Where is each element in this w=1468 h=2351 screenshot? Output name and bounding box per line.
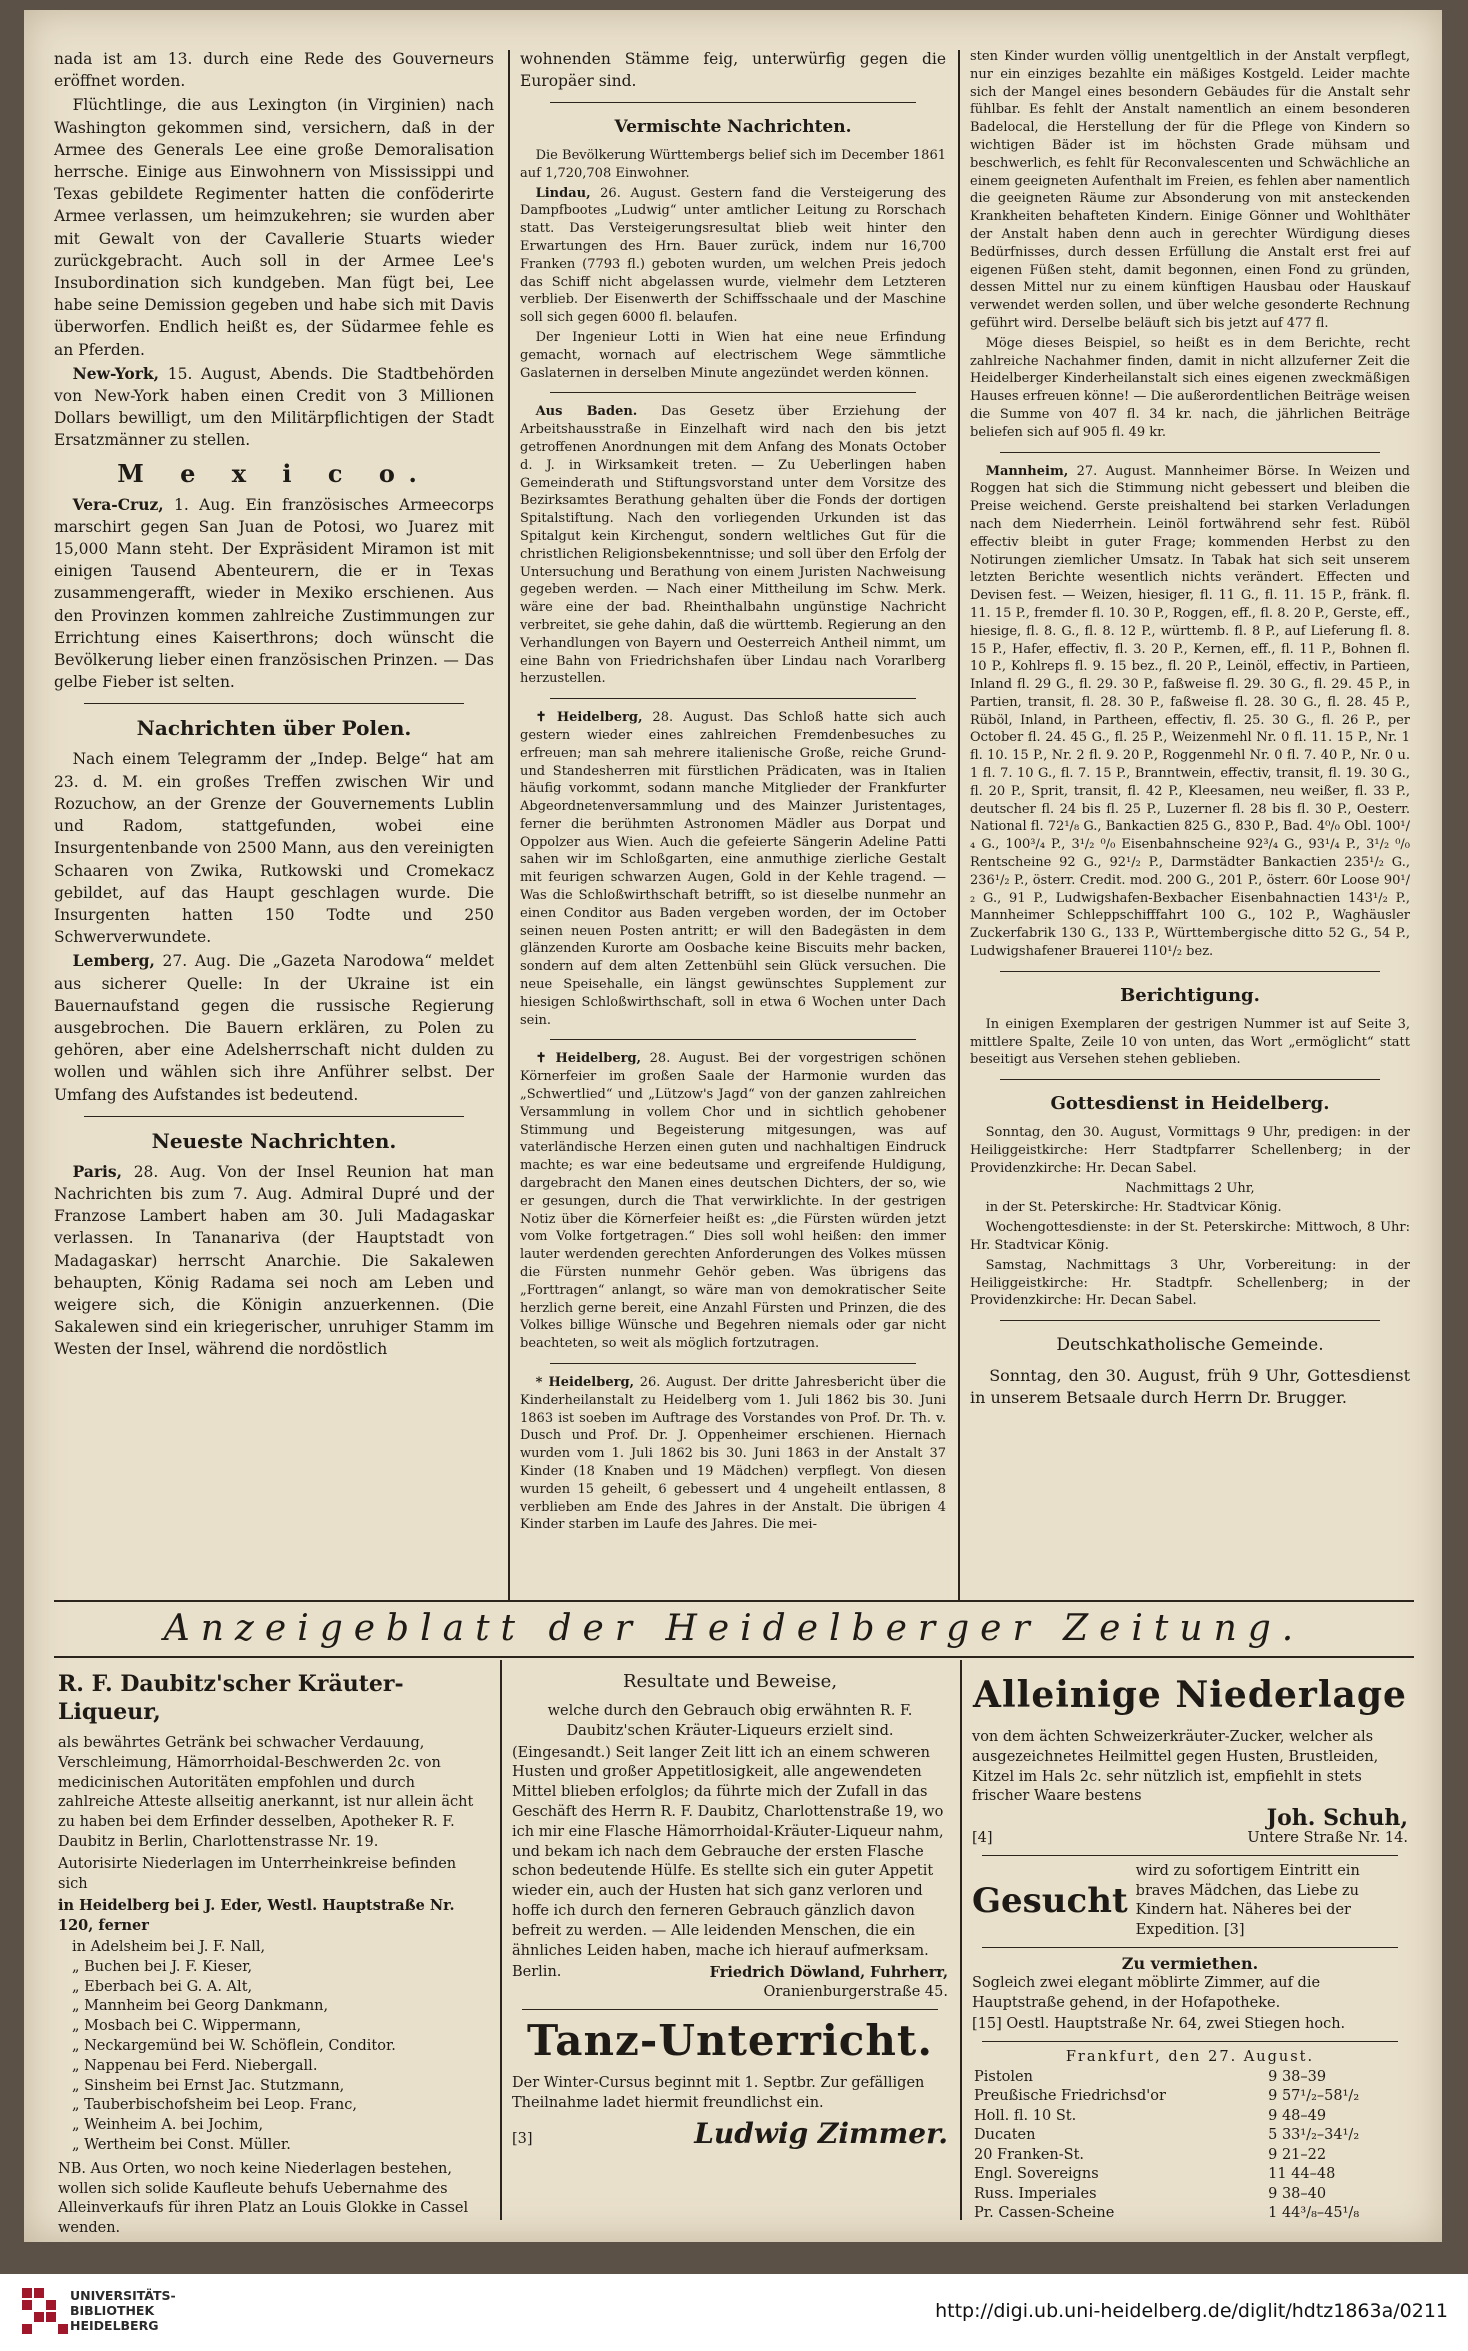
section-heading: Berichtigung. <box>1120 984 1260 1006</box>
agent-list-item: „ Eberbach bei G. A. Alt, <box>72 1978 253 1995</box>
dateline: New-York, <box>72 363 160 383</box>
paragraph: Sonntag, den 30. August, früh 9 Uhr, Gottesdienst in unserem Betsaale durch Herrn Dr. Brugger. <box>970 1366 1410 1408</box>
footer-bar <box>0 2274 1468 2351</box>
column-divider <box>960 1660 962 2220</box>
paragraph: in der St. Peterskirche: Hr. Stadtvicar König. <box>985 1200 1282 1216</box>
paragraph-text: 1. Aug. Ein französisches Armeecorps marschirt gegen San Juan de Potosi, wo Juarez mit 15,000 Mann steht. Der Expräsident Miramon ist mit einigen Tausend Abenteurern, die er in Texas zusammengerafft, wieder in Mexiko erschienen. Aus den Provinzen kommen zahlreiche Zustimmungen zur Errichtung eines Kaiserthrons; doch wünscht die Bevölkerung lieber einen französischen Prinzen. — Das gelbe Fieber ist selten. <box>54 495 494 692</box>
divider <box>982 1947 1398 1948</box>
logo-line: UNIVERSITÄTS- <box>70 2288 176 2303</box>
section-divider <box>54 1656 1414 1658</box>
agent-list-item: „ Buchen bei J. F. Kieser, <box>72 1958 253 1975</box>
paragraph: nada ist am 13. durch eine Rede des Gouverneurs eröffnet worden. <box>54 50 494 91</box>
table-cell: 11 44–48 <box>1268 2166 1336 2183</box>
agent-list-item: „ Sinsheim bei Ernst Jac. Stutzmann, <box>72 2077 345 2094</box>
ad-body: Der Winter-Cursus beginnt mit 1. Septbr. Zur gefälligen Theilnahme ladet hiermit freundlichst ein. <box>512 2074 925 2111</box>
table-row <box>972 2204 1408 2224</box>
table-cell: Holl. fl. 10 St. <box>974 2107 1077 2124</box>
table-row <box>972 2185 1408 2205</box>
divider <box>84 1116 464 1117</box>
column-divider <box>500 1660 502 2220</box>
table-row <box>972 2146 1408 2166</box>
paragraph: Möge dieses Beispiel, so heißt es in dem Berichte, recht zahlreiche Nachahmer finden, damit in nicht allzuferner Zeit die Heidelberger Kinderheilanstalt sich eines eigenen zweckmäßigen Hauses erfreuen könne! — Die außerordentlichen Beiträge weisen die Summe von 407 fl. 34 kr. nach, die jährlichen Beiträge beliefen sich auf 905 fl. 49 kr. <box>970 335 1410 440</box>
ad-title: Zu vermiethen. <box>1121 1953 1259 1973</box>
paragraph: Nachmittags 2 Uhr, <box>1125 1180 1255 1196</box>
table-cell: Ducaten <box>974 2127 1036 2144</box>
ad-subtitle: Autorisirte Niederlagen im Unterrheinkreise befinden sich <box>58 1855 457 1892</box>
table-cell: 9 21–22 <box>1268 2146 1327 2163</box>
ad-niederlage <box>972 1666 1408 2222</box>
paragraph <box>970 463 1410 961</box>
paragraph: sten Kinder wurden völlig unentgeltlich in der Anstalt verpflegt, nur ein einziges bezahlte ein mäßiges Kostgeld. Leider machte sich der Mangel eines besondern Gebäudes für die Anstalt sehr fühlbar. Es fehlt der Anstalt namentlich an einem besonderen Badelocal, die Herstellung der für die Pflege von Kindern so wichtigen Bäder ist im höchsten Grade mühsam und beschwerlich, es fehlt für Reconvalescenten und Schwächliche an einem geeigneten Aufenthalt im Freien, es fehlen aber namentlich die geeigneten Räume zur Absonderung von mit ansteckenden Krankheiten behafteten Kindern. Einige Gönner und Wohlthäter der Anstalt haben denn auch in gerechter Würdigung dieses Bedürfnisses, durch dessen Erfüllung die Anstalt erst frei auf eigenen Füßen steht, damit begonnen, einen Fond zu gründen, dessen Mittel nur zu einem künftigen Hausbau oder Hauskauf verwendet werden sollen, und über welche gesonderte Rechnung geführt wird. Derselbe beläuft sich bis jetzt auf 477 fl. <box>970 49 1410 331</box>
paragraph: Sonntag, den 30. August, Vormittags 9 Uhr, predigen: in der Heiliggeistkirche: Herr Stadtpfarrer Schellenberg; in der Providenzkirche: Hr. Decan Sabel. <box>970 1125 1410 1176</box>
logo-mark-icon <box>22 2288 68 2334</box>
dateline: Lemberg, <box>72 951 155 971</box>
section-heading: Vermischte Nachrichten. <box>614 117 852 137</box>
signature-address: Oranienburgerstraße 45. <box>763 1984 948 2001</box>
divider <box>550 698 916 699</box>
table-cell: Preußische Friedrichsd'or <box>974 2088 1166 2105</box>
ad-body: von dem ächten Schweizerkräuter-Zucker, welcher als ausgezeichnetes Heilmittel gegen Husten, Brustleiden, Kitzel im Hals 2c. sehr nützlich ist, empfiehlt in stets frischer Waare bestens <box>972 1729 1379 1805</box>
divider <box>522 2009 938 2010</box>
logo-line: HEIDELBERG <box>70 2318 159 2333</box>
agent-list-item: „ Tauberbischofsheim bei Leop. Franc, <box>72 2097 357 2114</box>
table-cell: 9 57¹/₂–58¹/₂ <box>1268 2088 1360 2105</box>
paragraph: Nach einem Telegramm der „Indep. Belge“ hat am 23. d. M. ein großes Treffen zwischen Wir und Rozuchow, an der Grenze der Gouvernements Lublin und Radom, stattgefunden, wobei eine Insurgentenbande von 2500 Mann, aus den vereinigten Schaaren von Zwika, Rutkowski und Cromekacz gebildet, auf das Haupt geschlagen wurde. Die Insurgenten hatten 150 Todte und 250 Schwerverwundete. <box>54 750 494 947</box>
paragraph <box>54 950 494 1105</box>
paragraph: Samstag, Nachmittags 3 Uhr, Vorbereitung: in der Heiliggeistkirche: Hr. Stadtpfr. Schellenberg; in der Providenzkirche: Hr. Decan Sabel. <box>970 1257 1410 1309</box>
table-row <box>972 2165 1408 2185</box>
ad-title: Gesucht <box>972 1881 1128 1922</box>
dateline: ✝ Heidelberg, <box>535 1051 642 1067</box>
source-url-link[interactable]: http://digi.ub.uni-heidelberg.de/diglit/hdtz1863a/0211 <box>935 2300 1448 2322</box>
logo-text <box>70 2288 176 2333</box>
section-heading: M e x i c o. <box>117 458 431 488</box>
ad-ref: [4] <box>972 1829 993 1846</box>
table-cell: 9 38–39 <box>1268 2068 1327 2085</box>
paragraph <box>520 1050 946 1353</box>
ad-body: wird zu sofortigem Eintritt ein braves Mädchen, das Liebe zu Kindern hat. Näheres bei der Expedition. [3] <box>1135 1862 1360 1939</box>
agent-list-item: in Adelsheim bei J. F. Nall, <box>72 1938 266 1955</box>
paragraph-text: 15. August, Abends. Die Stadtbehörden von New-York haben einen Credit von 3 Millionen Dollars bewilligt, um den Militärpflichtigen der Stadt Ersatzmänner zu stellen. <box>54 364 494 450</box>
ad-main-agent: in Heidelberg bei J. Eder, Westl. Hauptstraße Nr. 120, ferner <box>58 1897 455 1935</box>
paragraph <box>54 494 494 694</box>
divider <box>1000 971 1380 972</box>
dateline: ✝ Heidelberg, <box>535 710 643 726</box>
dateline: Lindau, <box>535 185 591 201</box>
dateline: Aus Baden. <box>535 404 638 420</box>
table-cell: 1 44³/₈–45¹/₈ <box>1268 2205 1360 2222</box>
table-cell: Pistolen <box>974 2068 1033 2085</box>
table-row <box>972 2068 1408 2088</box>
agent-list-item: „ Nappenau bei Ferd. Niebergall. <box>72 2057 318 2074</box>
ad-signature <box>512 2116 948 2150</box>
ad-intro: welche durch den Gebrauch obig erwähnten R. F. Daubitz'schen Kräuter-Liqueurs erzielt sind. <box>547 1703 913 1739</box>
divider <box>550 392 916 393</box>
table-cell: Pr. Cassen-Scheine <box>974 2205 1115 2222</box>
ad-title: Alleinige Niederlage <box>973 1674 1407 1716</box>
logo-line: BIBLIOTHEK <box>70 2303 155 2318</box>
paragraph-text: 26. August. Der dritte Jahresbericht über die Kinderheilanstalt zu Heidelberg vom 1. Juli 1862 bis 30. Juni 1863 ist soeben im Auftrage des Vorstandes von Prof. Dr. Th. v. Dusch und Prof. Dr. J. Oppenheimer erschienen. Hiernach wurden vom 1. Juli 1862 bis 30. Juni 1863 in der Anstalt 37 Kinder (18 Knaben und 19 Mädchen) verpflegt. Von diesen wurden 15 geheilt, 6 gebessert und 4 ungeheilt entlassen, 8 verblieben am Ende des Jahres in der Anstalt. Die übrigen 4 Kinder starben im Laufe des Jahres. Die mei- <box>520 1375 946 1533</box>
column-right <box>970 48 1410 1596</box>
paragraph: Wochengottesdienste: in der St. Peterskirche: Mittwoch, 8 Uhr: Hr. Stadtvicar König. <box>970 1220 1410 1254</box>
divider <box>1000 452 1380 453</box>
ad-title-tanz: Tanz-Unterricht. <box>527 2015 933 2065</box>
ad-title: Resultate und Beweise, <box>622 1671 838 1692</box>
ad-gesucht <box>972 1862 1408 1941</box>
table-cell: 9 38–40 <box>1268 2185 1327 2202</box>
column-divider <box>508 50 510 1600</box>
column-divider <box>958 50 960 1600</box>
advertisement-banner: Anzeigeblatt der Heidelberger Zeitung. <box>163 1608 1305 1649</box>
dateline: Vera-Cruz, <box>72 494 164 514</box>
table-row <box>972 2126 1408 2146</box>
divider <box>1000 1079 1380 1080</box>
dateline: Mannheim, <box>985 463 1069 479</box>
divider <box>550 102 916 103</box>
exchange-table <box>972 2068 1408 2224</box>
paragraph-text: 26. August. Gestern fand die Versteigerung des Dampfbootes „Ludwig“ unter amtlicher Leitung zu Rorschach statt. Das Versteigerungsresultat blieb weit hinter den Erwartungen des Hrn. Bauer zurück, indem nur 16,700 Franken (7793 fl.) geboten wurden, um welchen Preis jedoch das Schiff nicht abgelassen wurde, vielmehr dem Letzteren verblieb. Der Eisenwerth der Schiffsschaale und der Maschine soll sich gegen 6000 fl. belaufen. <box>520 185 946 326</box>
paragraph: Der Ingenieur Lotti in Wien hat eine neue Erfindung gemacht, wornach auf electrischem Wege sämmtliche Gaslaternen in derselben Minute angezündet werden können. <box>520 329 946 381</box>
divider <box>550 1039 916 1040</box>
section-heading: Nachrichten über Polen. <box>136 716 412 741</box>
ad-name: Joh. Schuh, <box>1266 1805 1408 1832</box>
table-cell: Russ. Imperiales <box>974 2185 1097 2202</box>
paragraph-text: 28. August. Bei der vorgestrigen schönen Körnerfeier im großen Saale der Harmonie wurden das „Schwertlied“ und „Lützow's Jagd“ von der ganzen zahlreichen Versammlung in vollem Chor und in sichtlich gehobener Stimmung und Begeisterung mitgesungen, was auf vaterländische Herzen einen guten und nachhaltigen Eindruck machte; es war eine bedeutsame und ergreifende Huldigung, dargebracht den Manen eines deutschen Dichters, der so, wie er gesungen, durch die That verwirklichte. In der gestrigen Notiz über die Körnerfeier heißt es: „die Fürsten würden jetzt vom Volke fortgetragen.“ Dies soll wohl heißen: den immer lauter werdenden gerechten Anforderungen des Volkes müssen die Fürsten nunmehr Gehör geben. Was übrigens das „Forttragen“ anlangt, so wäre man von demokratischer Seite herzlich gerne bereit, eine Anzahl Fürsten und Prinzen, die des Volkes billige Wünsche und Begehren niemals oder gar nicht beachteten, so weit als möglich fortzutragen. <box>520 1051 946 1352</box>
column-middle <box>520 48 946 1596</box>
paragraph-text: Das Gesetz über Erziehung der Arbeitshausstraße in Einzelhaft wird nach den bis jetzt getroffenen Anordnungen mit dem Anfang des Monats October d. J. in Wirksamkeit treten. — Zu Ueberlingen haben Gemeinderath und Stiftungsvorstand unter dem Vorsitze des Bezirksamtes Berathung gehalten über die Fonds der dortigen Spitalstiftung. Nach den vorliegenden Urkunden ist das Spitalgut kein Kirchengut, sondern weltliches Gut für die christlichen Religionsbekenntnisse; und soll über den Erfolg der Untersuchung und Berathung von einem Juristen Nachweisung gegeben werden. — Nach einer Mittheilung im Schw. Merk. wäre eine der bad. Rheinthalbahn ungünstige Nachricht verbreitet, sie gehe dahin, daß die württemb. Regierung an den Verhandlungen von Bayern und Oesterreich Antheil nimmt, um eine Bahn von Friedrichshafen über Lindau nach Vorarlberg herzustellen. <box>520 404 946 687</box>
agent-list-item: „ Neckargemünd bei W. Schöflein, Conditor. <box>72 2037 396 2054</box>
paragraph-text: 27. August. Mannheimer Börse. In Weizen und Roggen hat sich die Stimmung nicht gebessert und bleiben die Preise weichend. Gerste preishaltend bei starken Verladungen nach dem Niederrhein. Leinöl fortwährend sehr fest. Rüböl effectiv bleibt in guter Frage; kommenden Herbst zu den Notirungen ziemlicher Umsatz. In Tabak hat sich seit unserem letzten Berichte wesentlich nichts verändert. Effecten und Devisen fest. — Weizen, hiesiger, fl. 11 G., fl. 11. 15 P., fränk. fl. 11. 15 P., fremder fl. 10. 30 P., Roggen, eff., fl. 8. 20 P., Gerste, eff., hiesige, fl. 8. G., fl. 8. 12 P., württemb. fl. 8 P., auf Lieferung fl. 8. 15 P., Hafer, effectiv, fl. 3. 20 P., Kernen, eff., fl. 11 P., Bohnen fl. 10 P., Kohlreps fl. 9. 15 bez., fl. 20 P., Leinöl, effectiv, in Partieen, Inland fl. 29 G., fl. 29. 30 P., faßweise fl. 29. 30 G., fl. 29. 45 P., in Partien, transit, fl. 28. 30 P., faßweise fl. 28. 30 G., fl. 28. 45 P., Rüböl, Inland, in Partheen, effectiv, fl. 25. 30 G., fl. 26 P., per October fl. 24. 45 G., fl. 25 P., Weizenmehl Nr. 0 fl. 11. 15 P., Nr. 1 fl. 10. 15 P., Nr. 2 fl. 9. 20 P., Roggenmehl Nr. 0 fl. 7. 40 P., Nr. 0 u. 1 fl. 7. 10 G., fl. 7. 15 P., Branntwein, effectiv, transit, fl. 19. 30 G., fl. 20 P., Sprit, transit, fl. 42 P., Kleesamen, neu weißer, fl. 33 P., deutscher fl. 24 bis fl. 25 P., Luzerner fl. 28 bis fl. 30 P., Oesterr. National fl. 72¹/₈ G., Bankactien 825 G., 830 P., Bad. 4⁰/₀ Obl. 100¹/₄ G., 100³/₄ P., 3¹/₂ ⁰/₀ Eisenbahnscheine 92³/₄ G., 93¹/₄ P., 3¹/₂ ⁰/₀ Rentscheine 92 G., 92¹/₂ P., Darmstädter Bankactien 235¹/₂ G., 236¹/₂ P., österr. Credit. mod. 200 G., 201 P., österr. 60r Loose 90¹/₂ G., 91 P., Ludwigshafen-Bexbacher Eisenbahnactien 143¹/₂ P., Mannheimer Schleppschifffahrt 100 G., 102 P., Waghäusler Zuckerfabrik 130 G., 133 P., Württembergische ditto 52 G., 54 P., Ludwigshafener Brauerei 110¹/₂ bez. <box>970 463 1410 960</box>
section-heading: Neueste Nachrichten. <box>151 1128 397 1153</box>
paragraph <box>520 1374 946 1534</box>
agent-list-item: „ Wertheim bei Const. Müller. <box>72 2136 291 2153</box>
table-cell: 9 48–49 <box>1268 2107 1327 2124</box>
dateline: * Heidelberg, <box>535 1375 635 1390</box>
section-heading: Deutschkatholische Gemeinde. <box>1056 1335 1324 1356</box>
newspaper-page <box>24 10 1442 2242</box>
divider <box>982 2041 1398 2042</box>
ad-note: NB. Aus Orten, wo noch keine Niederlagen bestehen, wollen sich solide Kaufleute behufs Uebernahme des Alleinverkaufs für ihren Platz an Louis Glokke in Cassel wenden. <box>58 2160 469 2237</box>
paragraph-text: 28. Aug. Von der Insel Reunion hat man Nachrichten bis zum 7. Aug. Admiral Dupré und der Franzose Lambert haben am 30. Juli Madagaskar verlassen. In Tananariva (der Hauptstadt von Madagaskar) herrscht Anarchie. Die Sakalewen behaupten, König Radama sei noch am Leben und weigere sich, die Königin anzuerkennen. (Die Sakalewen sind ein kriegerischer, unruhiger Stamm im Westen der Insel, während die nordöstlich <box>54 1162 494 1359</box>
agent-list-item: „ Weinheim A. bei Jochim, <box>72 2117 264 2134</box>
signature-name: Ludwig Zimmer. <box>694 2116 948 2150</box>
agent-list-item: „ Mosbach bei C. Wippermann, <box>72 2018 302 2035</box>
ad-signature <box>512 1963 948 1983</box>
ad-resultate <box>512 1666 948 2216</box>
ad-body: (Eingesandt.) Seit langer Zeit litt ich an einem schweren Husten und großer Appetitlosigkeit, alle angewendeten Mittel blieben erfolglos; da führte mich der Zufall in das Geschäft des Herrn R. F. Daubitz, Charlottenstraße 19, wo ich mir eine Flasche Hämorrhoidal-Kräuter-Liqueur nahm, und bekam ich nach dem Gebrauche der ersten Flasche schon bedeutende Hülfe. Es stellte sich ein guter Appetit wieder ein, auch der Husten hat sich ganz verloren und hoffe ich durch den ferneren Gebrauch gänzlich davon befreit zu werden. — Alle leidenden Menschen, die ein ähnliches Leiden haben, mache ich hierauf aufmerksam. <box>512 1744 944 1959</box>
ad-body: als bewährtes Getränk bei schwacher Verdauung, Verschleimung, Hämorrhoidal-Beschwerden 2c. von medicinischen Autoritäten empfohlen und durch zahlreiche Atteste allseitig anerkannt, ist nur allein ächt zu haben bei dem Erfinder desselben, Apotheker R. F. Daubitz in Berlin, Charlottenstrasse Nr. 19. <box>58 1735 474 1850</box>
divider <box>550 1363 916 1364</box>
ad-footer <box>972 1829 1408 1849</box>
paragraph <box>520 709 946 1029</box>
section-divider <box>54 1600 1414 1602</box>
paragraph <box>54 363 494 452</box>
paragraph: In einigen Exemplaren der gestrigen Nummer ist auf Seite 3, mittlere Spalte, Zeile 10 von unten, das Wort „ermöglicht“ statt beseitigt aus Versehen stehen geblieben. <box>970 1016 1410 1068</box>
table-cell: 20 Franken-St. <box>974 2146 1085 2163</box>
ad-address: Untere Straße Nr. 14. <box>1247 1829 1408 1846</box>
paragraph <box>54 1161 494 1361</box>
paragraph-text: 28. August. Das Schloß hatte sich auch gestern wieder eines zahlreichen Fremdenbesuches zu erfreuen; man sah mehrere italienische Große, reiche Grund- und Standesherren mit fürstlichen Prädicaten, was in Italien häufig vorkommt, sodann manche Mitglieder der Frankfurter Abgeordnetenversammlung und des Mainzer Juristentages, ferner die berühmten Astronomen Mädler aus Dorpat und Oppolzer aus Wien. Auch die gefeierte Sängerin Adeline Patti sahen wir im Schloßgarten, eine anmuthige zierliche Gestalt mit feurigen schwarzen Augen, Gold in der Kehle tragend. — Was die Schloßwirthschaft betrifft, so ist dieselbe nunmehr an einen Conditor aus Baden vergeben worden, der im October seinen neuen Posten antritt; er will den Badegästen in dem glänzenden Kurorte am Oosbache keine Biscuits mehr backen, sondern auf dem alten Zettenbühl sein Glück versuchen. Die neue Speisehalle, ein längst gewünschtes Supplement zur hiesigen Schloßwirthschaft, soll in etwa 6 Wochen unter Dach sein. <box>520 710 946 1028</box>
signature-place: Berlin. <box>512 1964 562 1981</box>
table-row <box>972 2107 1408 2127</box>
divider <box>84 703 464 704</box>
table-cell: 5 33¹/₂–34¹/₂ <box>1268 2127 1360 2144</box>
ad-kraeuter-liqueur <box>58 1666 490 2237</box>
paragraph-text: 27. Aug. Die „Gazeta Narodowa“ meldet aus sicherer Quelle: In der Ukraine ist ein Bauernaufstand gegen die russische Regierung ausgebrochen. Die Bauern erklären, zu Polen zu gehören, aber eine Adelsherrschaft nicht dulden zu wollen und wählen sich ihre Anführer selbst. Der Umfang des Aufstandes ist bedeutend. <box>54 952 494 1104</box>
paragraph: wohnenden Stämme feig, unterwürfig gegen die Europäer sind. <box>520 50 946 90</box>
paragraph <box>520 403 946 688</box>
ad-body: Sogleich zwei elegant möblirte Zimmer, auf die Hauptstraße gehend, in der Hofapotheke. <box>972 1974 1321 2011</box>
ad-ref: [3] <box>512 2130 533 2147</box>
signature-name: Friedrich Döwland, Fuhrherr, <box>709 1964 948 1982</box>
divider <box>982 1855 1398 1856</box>
ad-address: [15] Oestl. Hauptstraße Nr. 64, zwei Stiegen hoch. <box>972 2016 1346 2033</box>
exchange-title: Frankfurt, den 27. August. <box>1065 2049 1315 2066</box>
paragraph: Flüchtlinge, die aus Lexington (in Virginien) nach Washington gekommen sind, versichern, daß in der Armee des Generals Lee eine große Demoralisation herrsche. Einige aus Einwohnern von Mississippi und Texas gebildete Regimenter hatten die conföderirte Armee verlassen, um heimzukehren; sie wurden aber mit Gewalt von der Cavallerie Stuarts wieder zurückgebracht. Auch soll in der Armee Lee's Insubordination sich kundgeben. Man fügt bei, Lee habe seine Demission gegeben und habe sich mit Davis überworfen. Endlich heißt es, der Südarmee fehle es an Pferden. <box>54 96 494 359</box>
column-left <box>54 48 494 1596</box>
paragraph: Die Bevölkerung Württembergs belief sich im December 1861 auf 1,720,708 Einwohner. <box>520 148 946 181</box>
dateline: Paris, <box>72 1161 123 1181</box>
paragraph <box>520 185 946 327</box>
ad-title: R. F. Daubitz'scher Kräuter-Liqueur, <box>58 1671 404 1725</box>
agent-list-item: „ Mannheim bei Georg Dankmann, <box>72 1998 329 2015</box>
divider <box>1000 1320 1380 1321</box>
table-row <box>972 2087 1408 2107</box>
section-heading: Gottesdienst in Heidelberg. <box>1050 1093 1330 1115</box>
table-cell: Engl. Sovereigns <box>974 2166 1099 2183</box>
